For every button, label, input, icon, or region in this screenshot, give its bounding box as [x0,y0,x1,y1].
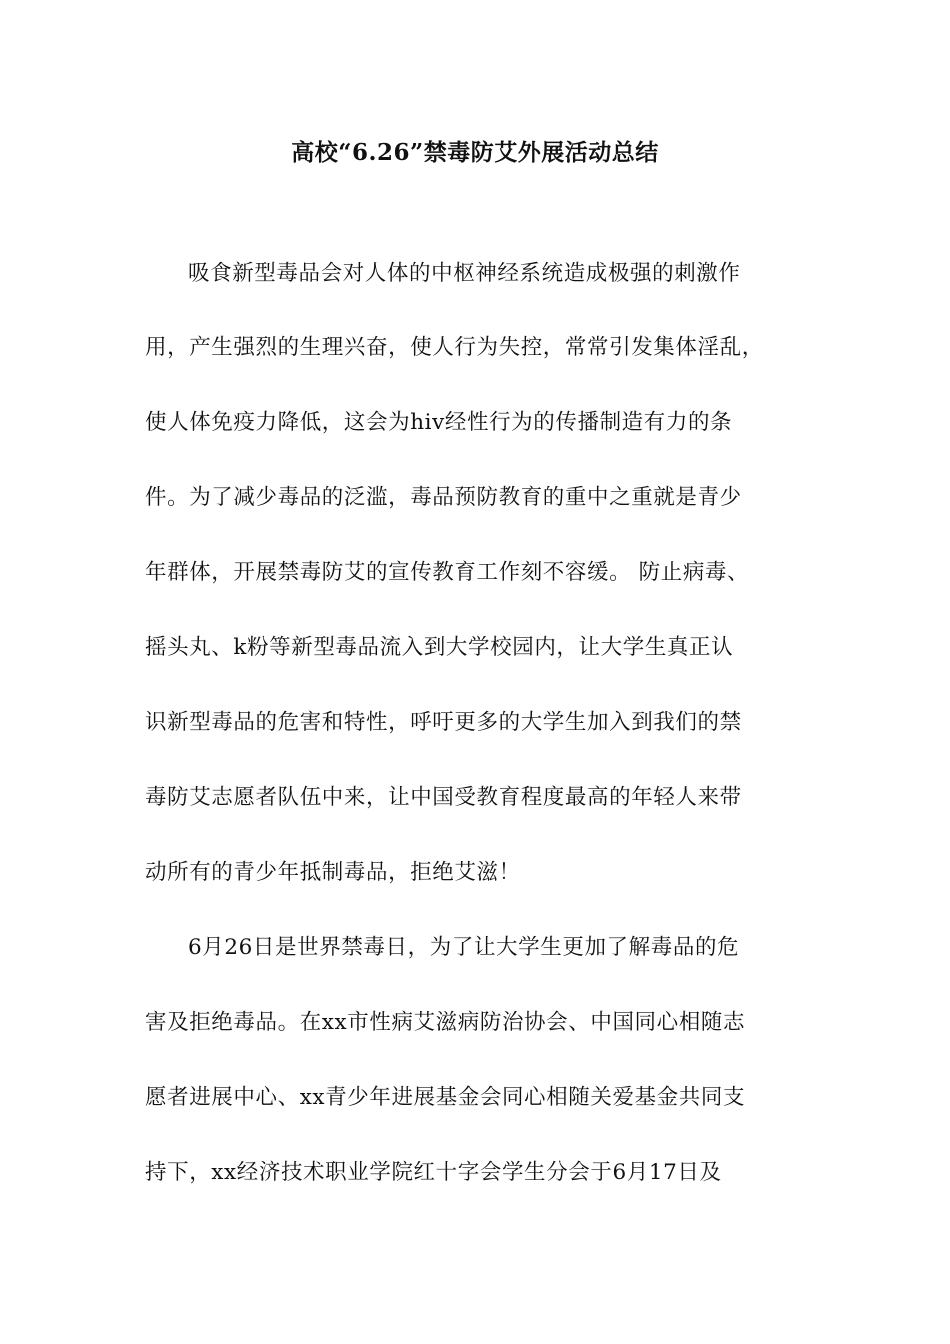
paragraph-1-line-5: 年群体，开展禁毒防艾的宣传教育工作刻不容缓。 防止病毒、 [145,560,750,585]
paragraph-2-line-4: 持下，xx经济技术职业学院红十字会学生分会于6月17日及 [145,1160,722,1185]
paragraph-1-line-3: 使人体免疫力降低，这会为hiv经性行为的传播制造有力的条 [145,410,733,435]
paragraph-1-line-1: 吸食新型毒品会对人体的中枢神经系统造成极强的刺激作 [188,261,741,286]
paragraph-2-line-3: 愿者进展中心、xx青少年进展基金会同心相随关爱基金共同支 [145,1085,746,1110]
paragraph-1-line-6: 摇头丸、k粉等新型毒品流入到大学校园内，让大学生真正认 [145,635,734,660]
paragraph-1-line-9: 动所有的青少年抵制毒品，拒绝艾滋！ [145,860,521,885]
paragraph-1-line-4: 件。为了减少毒品的泛滥，毒品预防教育的重中之重就是青少 [145,485,742,510]
paragraph-2-line-2: 害及拒绝毒品。在xx市性病艾滋病防治协会、中国同心相随志 [145,1010,746,1035]
paragraph-1-line-2: 用，产生强烈的生理兴奋，使人行为失控，常常引发集体淫乱， [145,335,764,360]
paragraph-1-line-8: 毒防艾志愿者队伍中来，让中国受教育程度最高的年轻人来带 [145,785,742,810]
paragraph-1-line-7: 识新型毒品的危害和特性，呼吁更多的大学生加入到我们的禁 [145,710,742,735]
paragraph-2-line-1: 6月26日是世界禁毒日，为了让大学生更加了解毒品的危 [188,935,740,960]
document-title: 高校“6.26”禁毒防艾外展活动总结 [291,139,659,166]
